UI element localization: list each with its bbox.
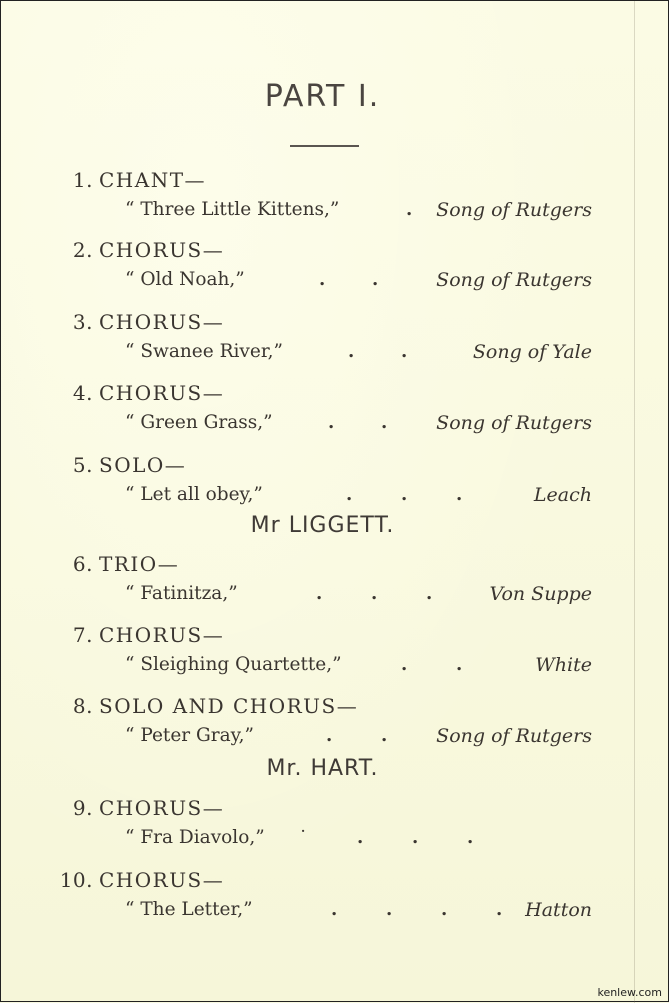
leader-dot: . <box>328 412 335 433</box>
item-type: TRIO— <box>99 552 180 576</box>
page-fold-line <box>634 1 635 1003</box>
item-piece-title: “ Swanee River,” <box>125 341 283 362</box>
leader-dot: . <box>386 899 393 920</box>
leader-dot: . <box>401 341 408 362</box>
leader-dot: . <box>326 725 333 746</box>
item-number: 7. <box>72 623 93 647</box>
leader-dot: . <box>412 827 419 848</box>
item-number: 5. <box>72 453 93 477</box>
page-title: PART I. <box>264 79 381 114</box>
item-composer: Song of Rutgers <box>436 269 592 291</box>
leader-dot: . <box>316 583 323 604</box>
item-number: 3. <box>72 310 93 334</box>
item-type: SOLO— <box>99 453 187 477</box>
item-type: CHORUS— <box>99 238 225 262</box>
item-piece-title: “ Peter Gray,” <box>125 725 254 746</box>
item-piece-title: “ The Letter,” <box>125 899 253 920</box>
leader-dot: . <box>456 654 463 675</box>
item-number: 4. <box>72 381 93 405</box>
leader-dot: . <box>496 899 503 920</box>
item-composer: Song of Yale <box>472 341 592 363</box>
leader-dot: . <box>319 269 326 290</box>
leader-dot: . <box>401 484 408 505</box>
leader-dot: . <box>467 827 474 848</box>
item-piece-title: “ Three Little Kittens,” <box>125 199 340 220</box>
item-type: CHORUS— <box>99 868 225 892</box>
item-piece-title: “ Old Noah,” <box>125 269 245 290</box>
item-number: 9. <box>72 796 93 820</box>
item-composer: Von Suppe <box>489 583 592 605</box>
performer-stamp: Mr. HART. <box>266 756 379 781</box>
item-composer: Hatton <box>525 899 592 921</box>
item-number: 8. <box>72 694 93 718</box>
item-number: 6. <box>72 552 93 576</box>
leader-dot: . <box>331 899 338 920</box>
item-type: CHANT— <box>99 168 207 192</box>
leader-dot: . <box>456 484 463 505</box>
item-type: CHORUS— <box>99 623 225 647</box>
leader-dot: . <box>381 412 388 433</box>
watermark: kenlew.com <box>597 986 662 999</box>
title-divider <box>290 145 359 147</box>
leader-dot: . <box>426 583 433 604</box>
leader-dot: . <box>381 725 388 746</box>
item-type: CHORUS— <box>99 310 225 334</box>
performer-stamp: Mr LIGGETT. <box>250 513 395 538</box>
item-composer: Leach <box>533 484 592 506</box>
item-piece-title: “ Let all obey,” <box>125 484 263 505</box>
item-composer: Song of Rutgers <box>436 412 592 434</box>
item-piece-title: “ Fatinitza,” <box>125 583 238 604</box>
item-number: 10. <box>59 868 93 892</box>
item-type: SOLO AND CHORUS— <box>99 694 359 718</box>
item-composer: Song of Rutgers <box>436 199 592 221</box>
item-composer: Song of Rutgers <box>436 725 592 747</box>
item-number: 1. <box>72 168 93 192</box>
item-composer: White <box>535 654 592 676</box>
leader-dot: . <box>406 199 413 220</box>
item-type: CHORUS— <box>99 796 225 820</box>
leader-dot: . <box>441 899 448 920</box>
leader-dot: · <box>301 824 306 838</box>
leader-dot: . <box>401 654 408 675</box>
item-piece-title: “ Sleighing Quartette,” <box>125 654 342 675</box>
leader-dot: . <box>371 583 378 604</box>
leader-dot: . <box>348 341 355 362</box>
leader-dot: . <box>346 484 353 505</box>
item-number: 2. <box>72 238 93 262</box>
leader-dot: . <box>372 269 379 290</box>
leader-dot: . <box>357 827 364 848</box>
item-piece-title: “ Green Grass,” <box>125 412 273 433</box>
item-piece-title: “ Fra Diavolo,” <box>125 827 265 848</box>
item-type: CHORUS— <box>99 381 225 405</box>
